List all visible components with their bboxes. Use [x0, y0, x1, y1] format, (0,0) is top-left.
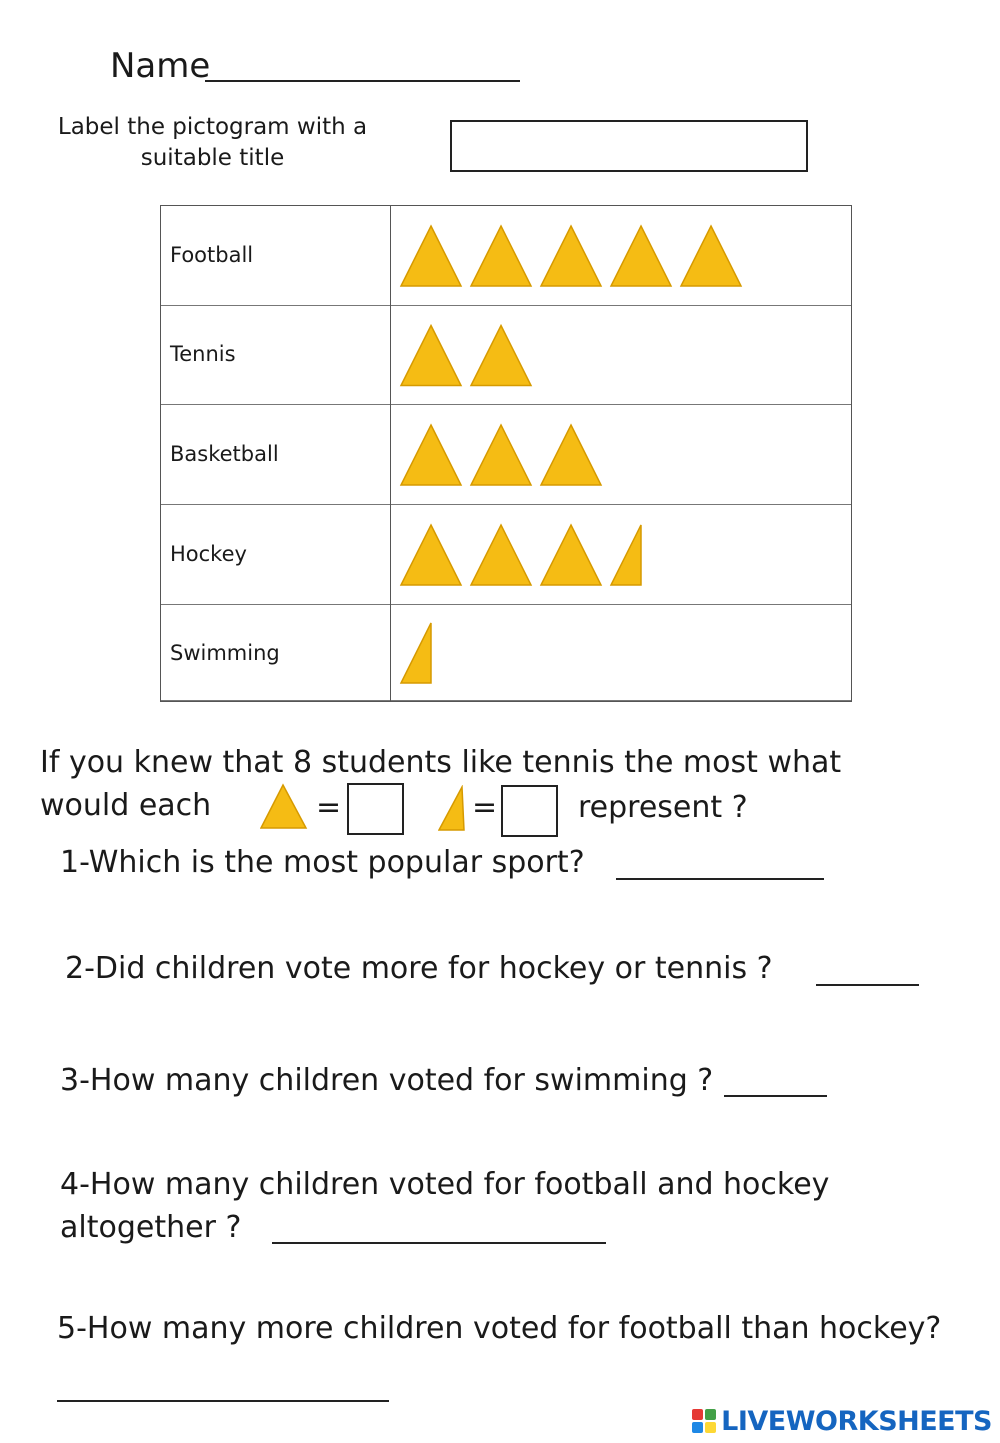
answer-line-2[interactable] — [816, 984, 919, 986]
question-1: 1-Which is the most popular sport? — [60, 845, 585, 880]
liveworksheets-logo — [692, 1406, 992, 1437]
name-label: Name — [110, 46, 211, 86]
triangle-symbol — [541, 425, 601, 485]
answer-line-3[interactable] — [724, 1095, 827, 1097]
pictogram-table — [160, 205, 852, 702]
triangle-symbol — [401, 525, 461, 585]
category-label: Swimming — [170, 641, 280, 665]
question-2: 2-Did children vote more for hockey or tennis ? — [65, 951, 773, 986]
title-input[interactable] — [450, 120, 808, 172]
equals-sign: = — [316, 790, 342, 825]
question-4-line2: altogether ? — [60, 1210, 242, 1245]
pictogram-symbols — [161, 206, 851, 701]
answer-line-1[interactable] — [616, 878, 824, 880]
triangle-symbol — [541, 525, 601, 585]
liveworksheets-logo-text: LIVEWORKSHEETS — [721, 1406, 992, 1437]
key-question-suffix: represent ? — [578, 790, 748, 825]
question-4: 4-How many children voted for football and hockey — [60, 1167, 830, 1202]
triangle-symbol — [681, 226, 741, 286]
title-prompt: Label the pictogram with a suitable title — [57, 114, 368, 171]
answer-line-5[interactable] — [57, 1400, 389, 1402]
category-label: Football — [170, 243, 254, 267]
triangle-symbol — [611, 226, 671, 286]
answer-line-4[interactable] — [272, 1242, 606, 1244]
triangle-symbol — [541, 226, 601, 286]
full-triangle-icon — [260, 783, 308, 830]
triangle-symbol — [471, 425, 531, 485]
category-label: Tennis — [170, 342, 236, 366]
full-symbol-value-box[interactable] — [347, 783, 404, 835]
question-5: 5-How many more children voted for football than hockey? — [57, 1311, 942, 1346]
half-triangle-symbol — [611, 525, 641, 585]
category-label: Hockey — [170, 542, 247, 566]
half-triangle-symbol — [401, 623, 431, 683]
half-triangle-icon — [438, 785, 466, 832]
question-3: 3-How many children voted for swimming ? — [60, 1063, 714, 1098]
key-question-line1: If you knew that 8 students like tennis the most what — [40, 745, 842, 780]
half-symbol-value-box[interactable] — [501, 785, 558, 837]
key-question-prefix: would each — [40, 788, 212, 823]
equals-sign: = — [472, 790, 498, 825]
category-label: Basketball — [170, 442, 279, 466]
triangle-symbol — [471, 226, 531, 286]
triangle-symbol — [401, 425, 461, 485]
name-answer-line[interactable] — [205, 80, 520, 82]
triangle-symbol — [471, 525, 531, 585]
triangle-symbol — [471, 326, 531, 386]
triangle-symbol — [401, 326, 461, 386]
triangle-symbol — [401, 226, 461, 286]
liveworksheets-logo-icon — [692, 1409, 718, 1435]
